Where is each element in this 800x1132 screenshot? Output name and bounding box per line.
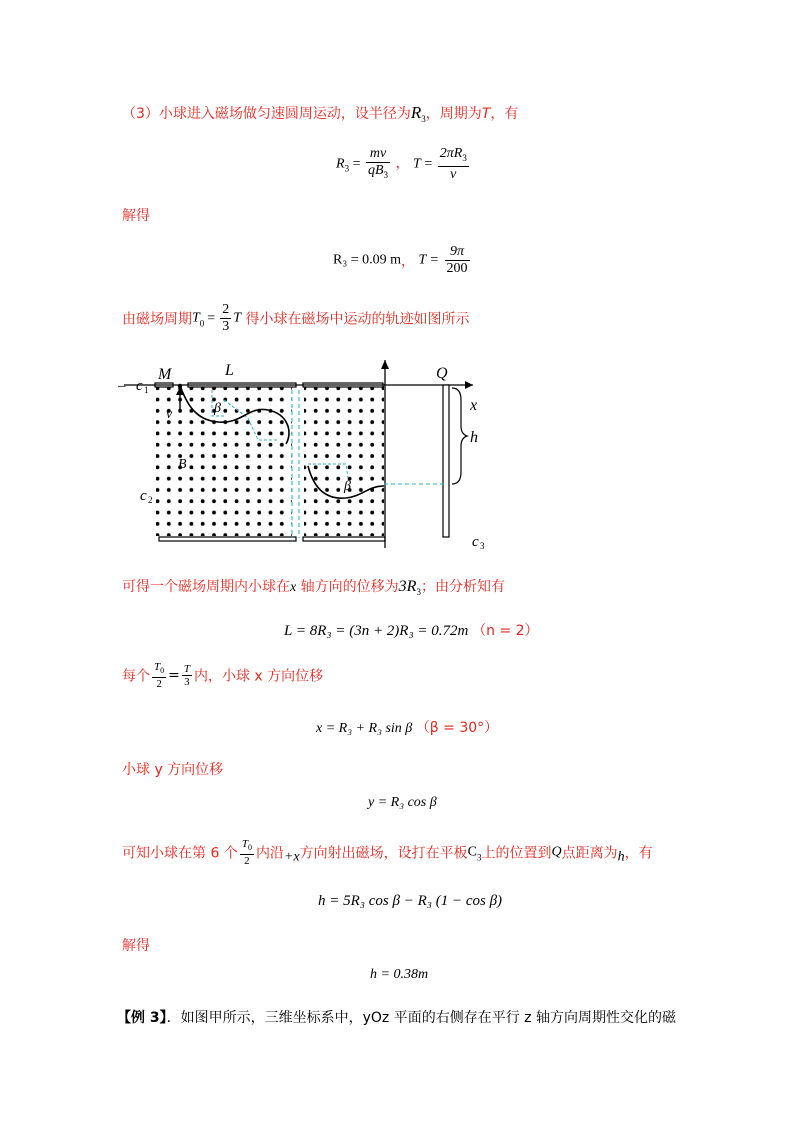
eq1-fraction [366,146,390,183]
p4-t0-sub: 0 [199,318,205,329]
eq2-t-num: 9π [445,244,470,261]
p8-t0-sub: 0 [247,843,252,853]
p5-val: 3R [398,578,417,595]
eq2-r3: R₃ = 0.09 m [333,252,402,268]
p4-prefix: 由磁场周期 [122,311,192,328]
y-axis-arrow [381,360,389,369]
p8-t0: T [241,838,248,850]
minus-sign: – [118,378,126,394]
p8-c3: C [467,844,477,860]
solve-label-1: 解得 [122,208,150,224]
p6-suffix: 内，小球 x 方向位移 [193,668,324,685]
eq2-sep: ， [401,253,416,270]
p5-prefix: 可得一个磁场周期内小球在 [122,579,290,595]
p4-suffix: 得小球在磁场中运动的轨迹如图所示 [241,311,470,328]
eq1-den: qB [367,163,384,178]
label-c3: c [472,534,479,550]
label-c3-sub: 3 [480,541,485,551]
label-beta-1: β [214,401,221,416]
ex3-tag: 【例 3】 [117,1010,167,1026]
p8-dir: +x [283,849,300,865]
ex3-text: ．如图甲所示，三维坐标系中，yOz 平面的右侧存在平行 z 轴方向周期性交化的磁 [166,1010,676,1026]
point-m [178,384,182,388]
p5-mid: 轴方向的位移为 [296,579,399,595]
p4-num: 2 [222,302,230,317]
p4-t: T [233,310,241,326]
p6-eq: = [168,667,180,684]
label-c2-sub: 2 [148,495,153,505]
eq2-t-den: 200 [446,261,468,276]
p6-t0: T [154,661,161,673]
p8-mid1: 内沿 [255,845,284,862]
equation-y: y = R₃ cos β [368,795,437,810]
brace-h [452,388,467,484]
eq1-lhs-sub: 3 [344,163,350,174]
eq1-sep: ， [395,155,410,172]
p6-prefix: 每个 [122,668,150,685]
p6-fraction-1 [152,661,166,690]
equation-h: h = 5R₃ cos β − R₃ (1 − cos β) [318,893,503,909]
p5-suffix: ；由分析知有 [420,579,505,595]
p8-mid4: 点距离为 [561,845,618,862]
label-m: M [158,366,172,383]
equation-results-1 [333,244,472,277]
plate-bottom-right [303,537,385,541]
label-l: L [225,362,234,379]
eq1-lhs: R [336,156,345,172]
paragraph-displacement [122,576,505,597]
eq1-t-fraction [438,146,469,183]
p3-r3-sub: 3 [421,113,426,124]
magnetic-field-left [156,386,292,536]
p8-suffix: ，有 [624,845,653,862]
eq1-t-num: 2πR [439,146,463,161]
label-x: x [470,397,478,414]
eq3-cond: （n = 2） [472,623,539,639]
plate-bottom-left [159,537,296,541]
p6-t0-sub: 0 [160,666,165,676]
eq1-num: mv [366,146,390,163]
equation-radius-period: $R_3$ = $\frac{mv}{qB_3}$ ， T = $\frac{2\pi R_3}{v}$ [336,146,467,182]
p3-suffix: ，有 [490,106,519,122]
p8-fraction [240,838,254,867]
solve-label-2: 解得 [122,938,150,954]
trajectory-figure [118,360,498,552]
p4-den: 3 [222,319,230,334]
eq4-cond: （β = 30°） [415,720,499,736]
paragraph-period [122,302,469,335]
equation-x [316,717,498,737]
equation-length [284,620,539,640]
paragraph-3 [122,103,518,124]
p6-den2: 2 [156,678,162,691]
eq1-t-lhs: T [413,156,421,172]
label-beta-2: β [344,479,351,494]
p8-prefix: 可知小球在第 6 个 [122,845,238,862]
magnetic-field-right [304,386,384,536]
label-b: B [178,457,187,472]
x-axis-arrow [465,381,473,389]
eq1-t-num-sub: 3 [462,152,467,163]
paragraph-exit [122,838,653,867]
p5-x: x [290,580,297,595]
p4-t0: T [192,310,200,326]
p3-prefix: （3）小球进入磁场做匀速圆周运动，设半径为 [122,106,411,122]
label-c1: c [136,378,143,394]
p4-eq: = [207,310,216,326]
paragraph-half-period [122,661,323,690]
p8-h: h [617,849,625,865]
label-h: h [470,429,478,446]
p8-mid2: 方向射出磁场，设打在平板 [299,845,468,862]
p5-val-sub: 3 [416,586,421,597]
label-v: v [166,407,173,422]
eq1-equals: = [352,156,361,172]
p8-den: 2 [244,855,250,868]
p6-den3: 3 [184,676,190,689]
eq4-text: x = R₃ + R₃ sin β [316,721,413,736]
paragraph-y: 小球 y 方向位移 [122,762,224,778]
eq1-t-den: v [450,166,457,182]
eq2-t-lhs: T = [418,252,439,268]
p8-mid3: 上的位置到 [481,845,552,862]
p8-q: Q [551,844,562,860]
equation-h-result: h = 0.38m [370,967,429,982]
p3-r3: R [410,103,422,122]
p3-t: T [481,106,491,122]
example-3 [117,1007,676,1027]
p3-mid: ，周期为 [425,106,482,122]
p4-fraction [220,302,231,335]
eq3-text: L = 8R₃ = (3n + 2)R₃ = 0.72m [284,623,469,639]
p8-c3-sub: 3 [476,852,482,863]
label-c1-sub: 1 [144,385,149,395]
screen-c3 [443,385,449,537]
p6-t: T [183,663,190,676]
eq1-den-sub: 3 [383,169,389,180]
eq2-fraction [445,244,470,277]
label-q: Q [436,365,448,382]
label-c2: c [140,488,147,504]
p6-fraction-2 [182,663,192,688]
